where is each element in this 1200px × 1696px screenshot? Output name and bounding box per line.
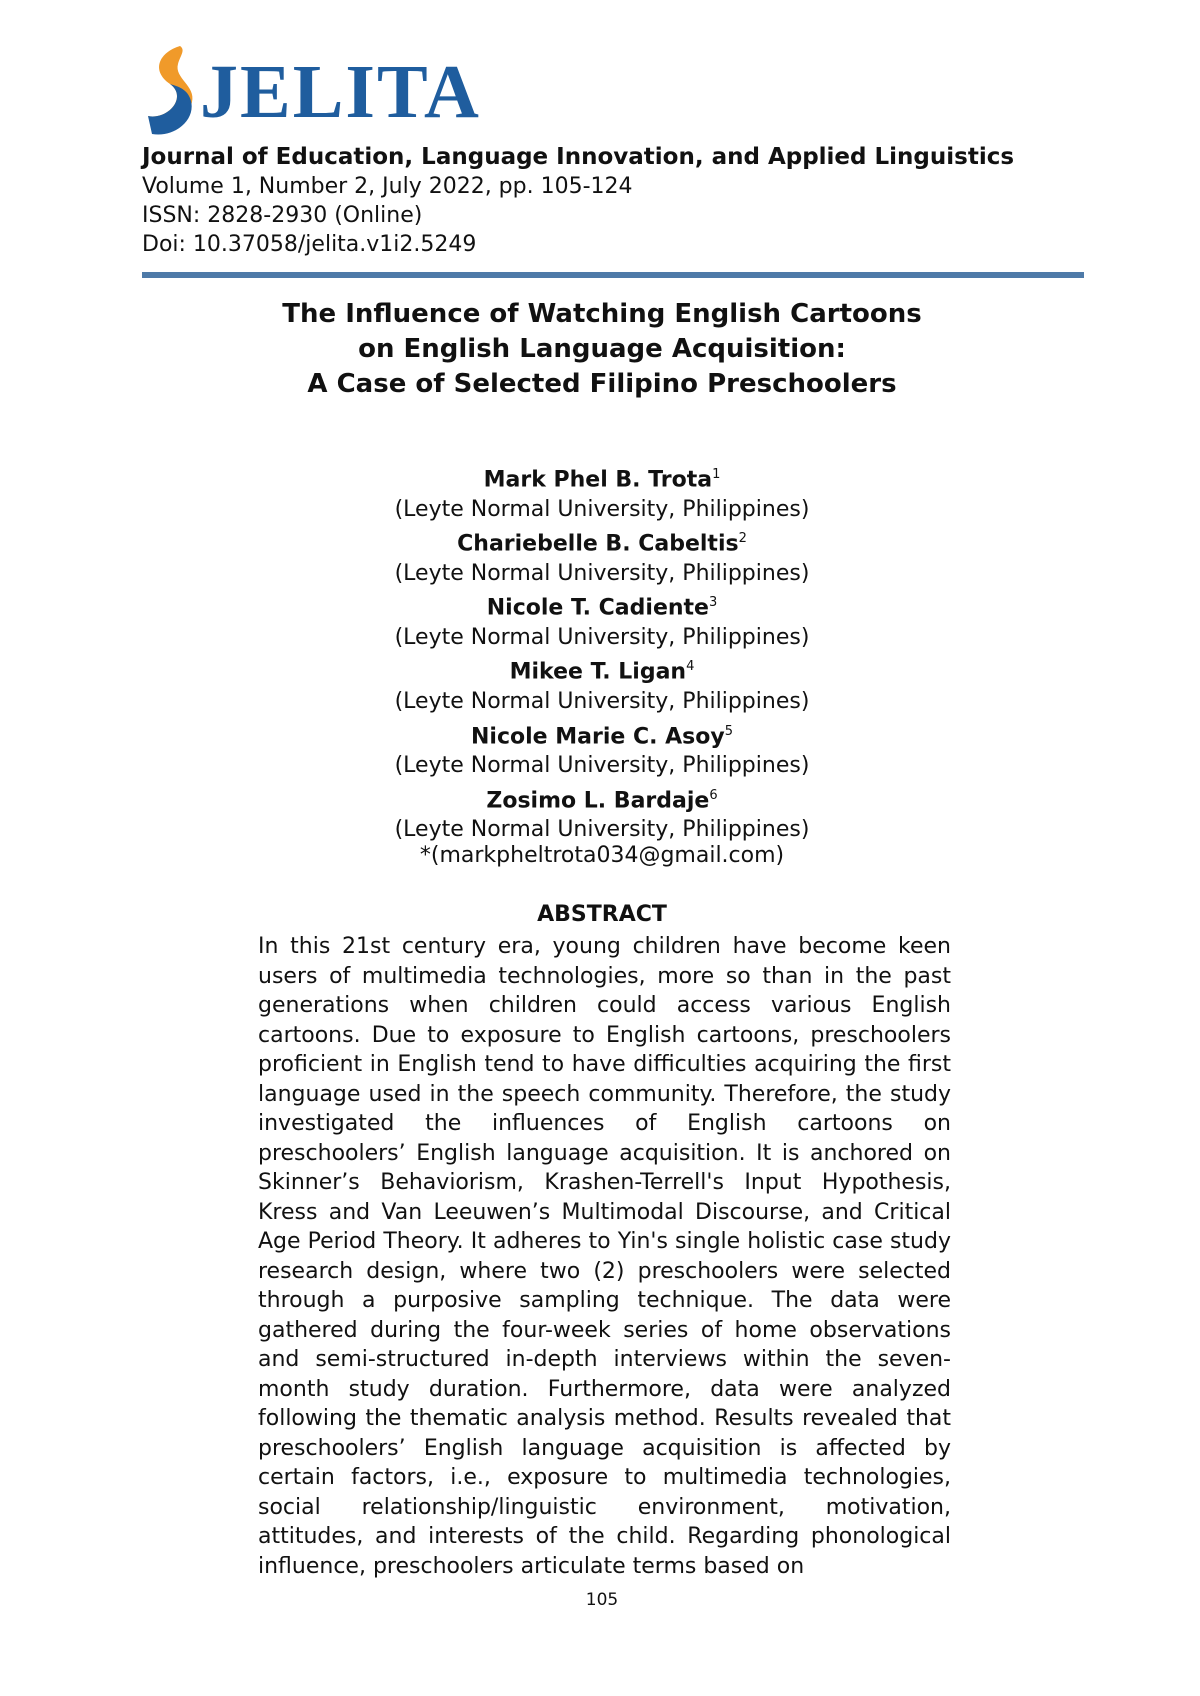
doi-line: Doi: 10.37058/jelita.v1i2.5249 [142, 232, 477, 257]
title-line-1: The Influence of Watching English Cartoons [282, 299, 922, 329]
paper-title [142, 297, 1062, 402]
author-affiliation: (Leyte Normal University, Philippines) [394, 753, 810, 779]
author-name: Nicole T. Cadiente$^3$ [486, 595, 718, 621]
journal-logo [140, 42, 481, 142]
author-name: Chariebelle B. Cabeltis$^2$ [457, 531, 747, 557]
title-line-3: A Case of Selected Filipino Preschoolers [307, 369, 897, 399]
page-number: 105 [585, 1590, 619, 1610]
abstract-heading: ABSTRACT [537, 902, 667, 927]
title-line-2: on English Language Acquisition: [358, 334, 846, 364]
author-name: Mikee T. Ligan$^4$ [509, 659, 695, 685]
author-affiliation: (Leyte Normal University, Philippines) [394, 560, 810, 586]
author-affiliation: (Leyte Normal University, Philippines) [394, 496, 810, 522]
author-affiliation: (Leyte Normal University, Philippines) [394, 625, 810, 651]
journal-info [142, 143, 1014, 259]
header-divider [142, 272, 1084, 278]
author-name: Nicole Marie C. Asoy$^5$ [471, 723, 733, 749]
author-name: Zosimo L. Bardaje$^6$ [486, 787, 718, 814]
author-name: Mark Phel B. Trota$^1$ [483, 467, 721, 493]
author-affiliation: (Leyte Normal University, Philippines) [394, 817, 810, 843]
journal-name: Journal of Education, Language Innovation, and Applied Linguistics [142, 144, 1015, 170]
abstract-body: In this 21st century era, young children have become keen users of multimedia technologies, more so than in the past generations when children could access various English cartoons. Due to exposure to English cartoons, preschoolers proficient in English tend to have difficulties acquiring the first language used in the speech community. Therefore, the study investigated the influences of English cartoons on preschoolers’ English language acquisition. It is anchored on Skinner’s Behaviorism, Krashen-Terrell's Input Hypothesis, Kress and Van Leeuwen’s Multimodal Discourse, and Critical Age Period Theory. It adheres to Yin's single holistic case study research design, where two (2) preschoolers were selected through a purposive sampling technique. The data were gathered during the four-week series of home observations and semi-structured in-depth interviews within the seven-month study duration. Furthermore, data were analyzed following the thematic analysis method. Results revealed that preschoolers’ English language acquisition is affected by certain factors, i.e., exposure to multimedia technologies, social relationship/linguistic environment, motivation, attitudes, and interests of the child. Regarding phonological influence, preschoolers articulate terms based on [258, 934, 951, 1579]
author-affiliation: (Leyte Normal University, Philippines) [394, 689, 810, 715]
corresponding-email[interactable]: *(markpheltrota034@gmail.com) [419, 843, 785, 868]
author-list [142, 460, 1062, 845]
volume-line: Volume 1, Number 2, July 2022, pp. 105-124 [142, 174, 633, 199]
issn-line: ISSN: 2828-2930 (Online) [142, 203, 423, 228]
logo-wordmark: JELITA [200, 50, 481, 134]
